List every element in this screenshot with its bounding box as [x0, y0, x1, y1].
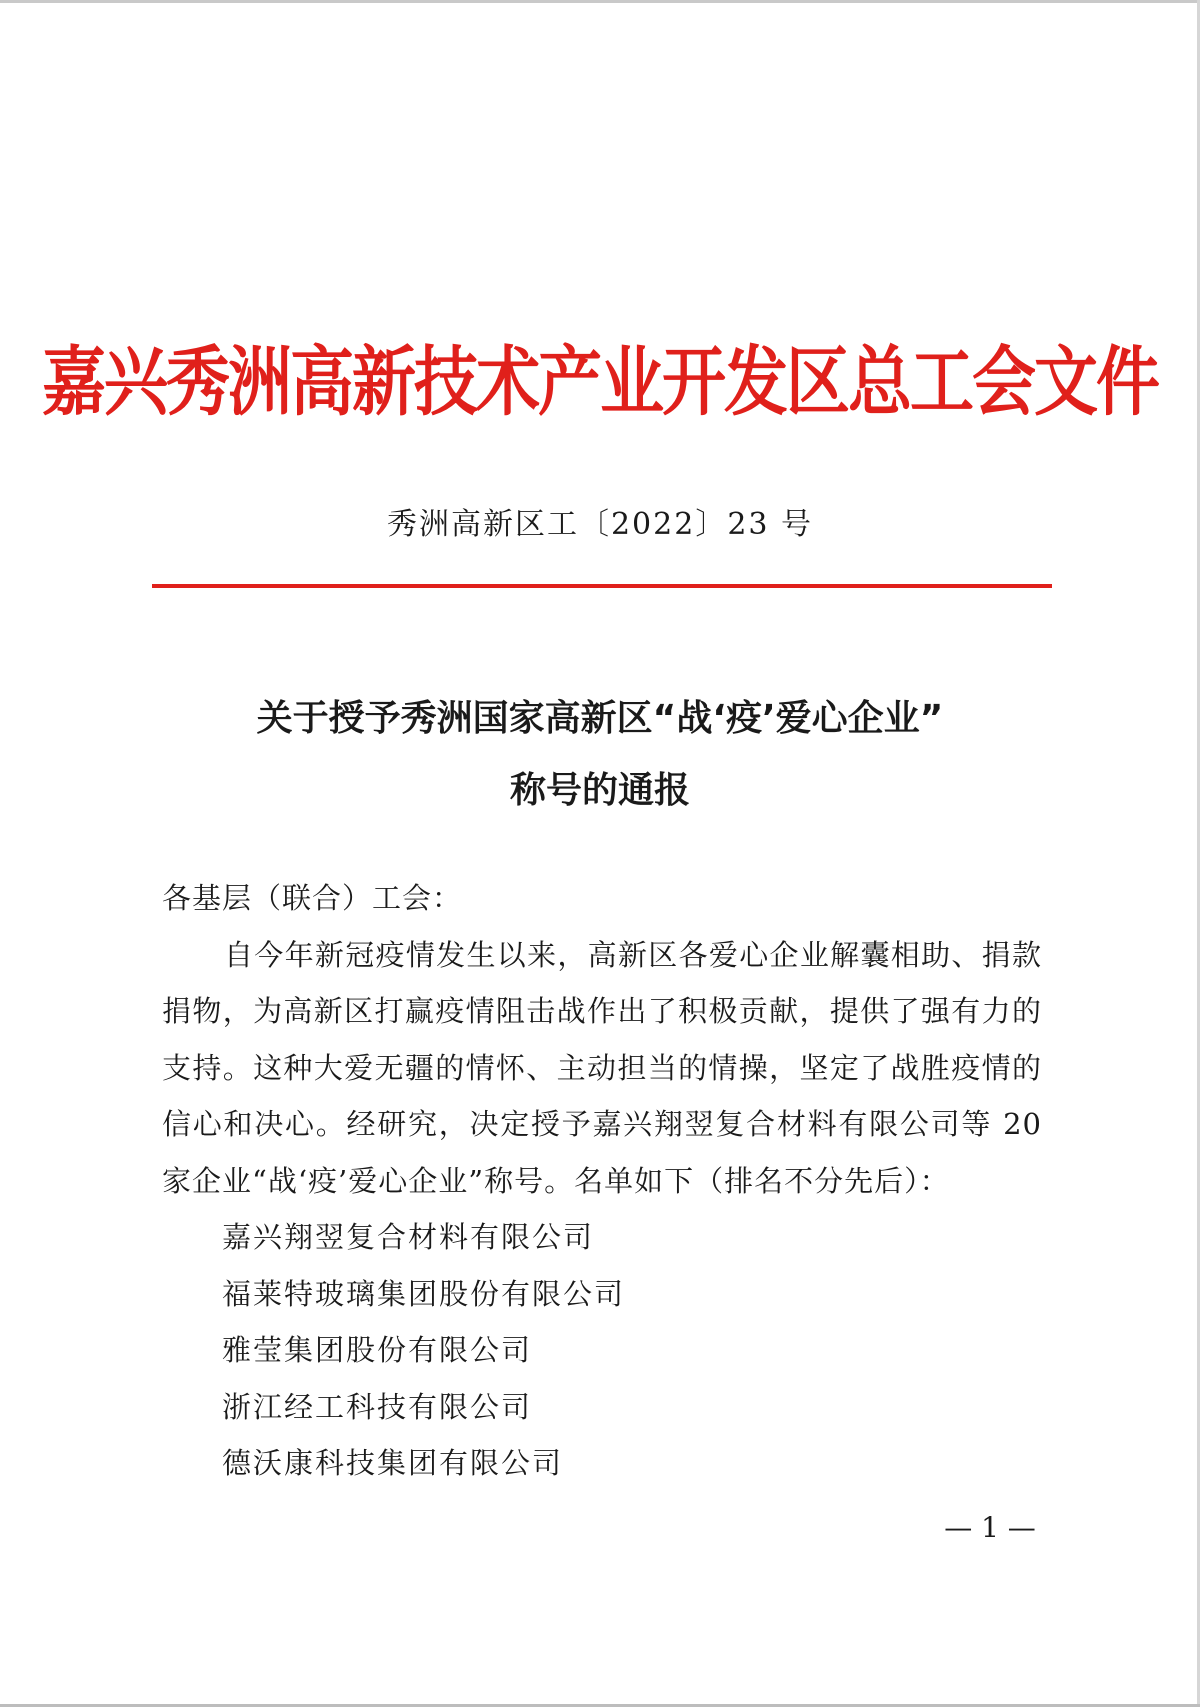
body-paragraph: 自今年新冠疫情发生以来，高新区各爱心企业解囊相助、捐款捐物，为高新区打赢疫情阻击战作出了积极贡献，提供了强有力的支持。这种大爱无疆的情怀、主动担当的情操，坚定了战胜疫情的信心和决心。经研究，决定授予嘉兴翔翌复合材料有限公司等 20家企业“战‘疫’爱心企业”称号。名单如下（排名不分先后）：	[162, 937, 1042, 1198]
red-divider-rule	[152, 584, 1052, 588]
salutation: 各基层（联合）工会：	[162, 881, 463, 915]
notice-title-line-1: 关于授予秀洲国家高新区“战‘疫’爱心企业”	[256, 698, 944, 739]
company-list-item: 浙江经工科技有限公司	[222, 1389, 533, 1424]
notice-title-line-2: 称号的通报	[509, 770, 690, 811]
notice-title	[140, 683, 1060, 827]
scan-edge-top	[0, 0, 1200, 3]
issuer-header-title: 嘉兴秀洲高新技术产业开发区总工会文件	[42, 338, 1158, 427]
document-number: 秀洲高新区工〔2022〕23 号	[386, 507, 814, 542]
company-list	[162, 1209, 1042, 1492]
notice-body	[162, 870, 1042, 1492]
company-list-item: 嘉兴翔翌复合材料有限公司	[222, 1220, 595, 1254]
company-list-item: 雅莹集团股份有限公司	[222, 1333, 533, 1367]
company-list-item: 福莱特玻璃集团股份有限公司	[222, 1276, 626, 1311]
page-number: — 1 —	[944, 1511, 1036, 1544]
company-list-item: 德沃康科技集团有限公司	[222, 1446, 564, 1480]
